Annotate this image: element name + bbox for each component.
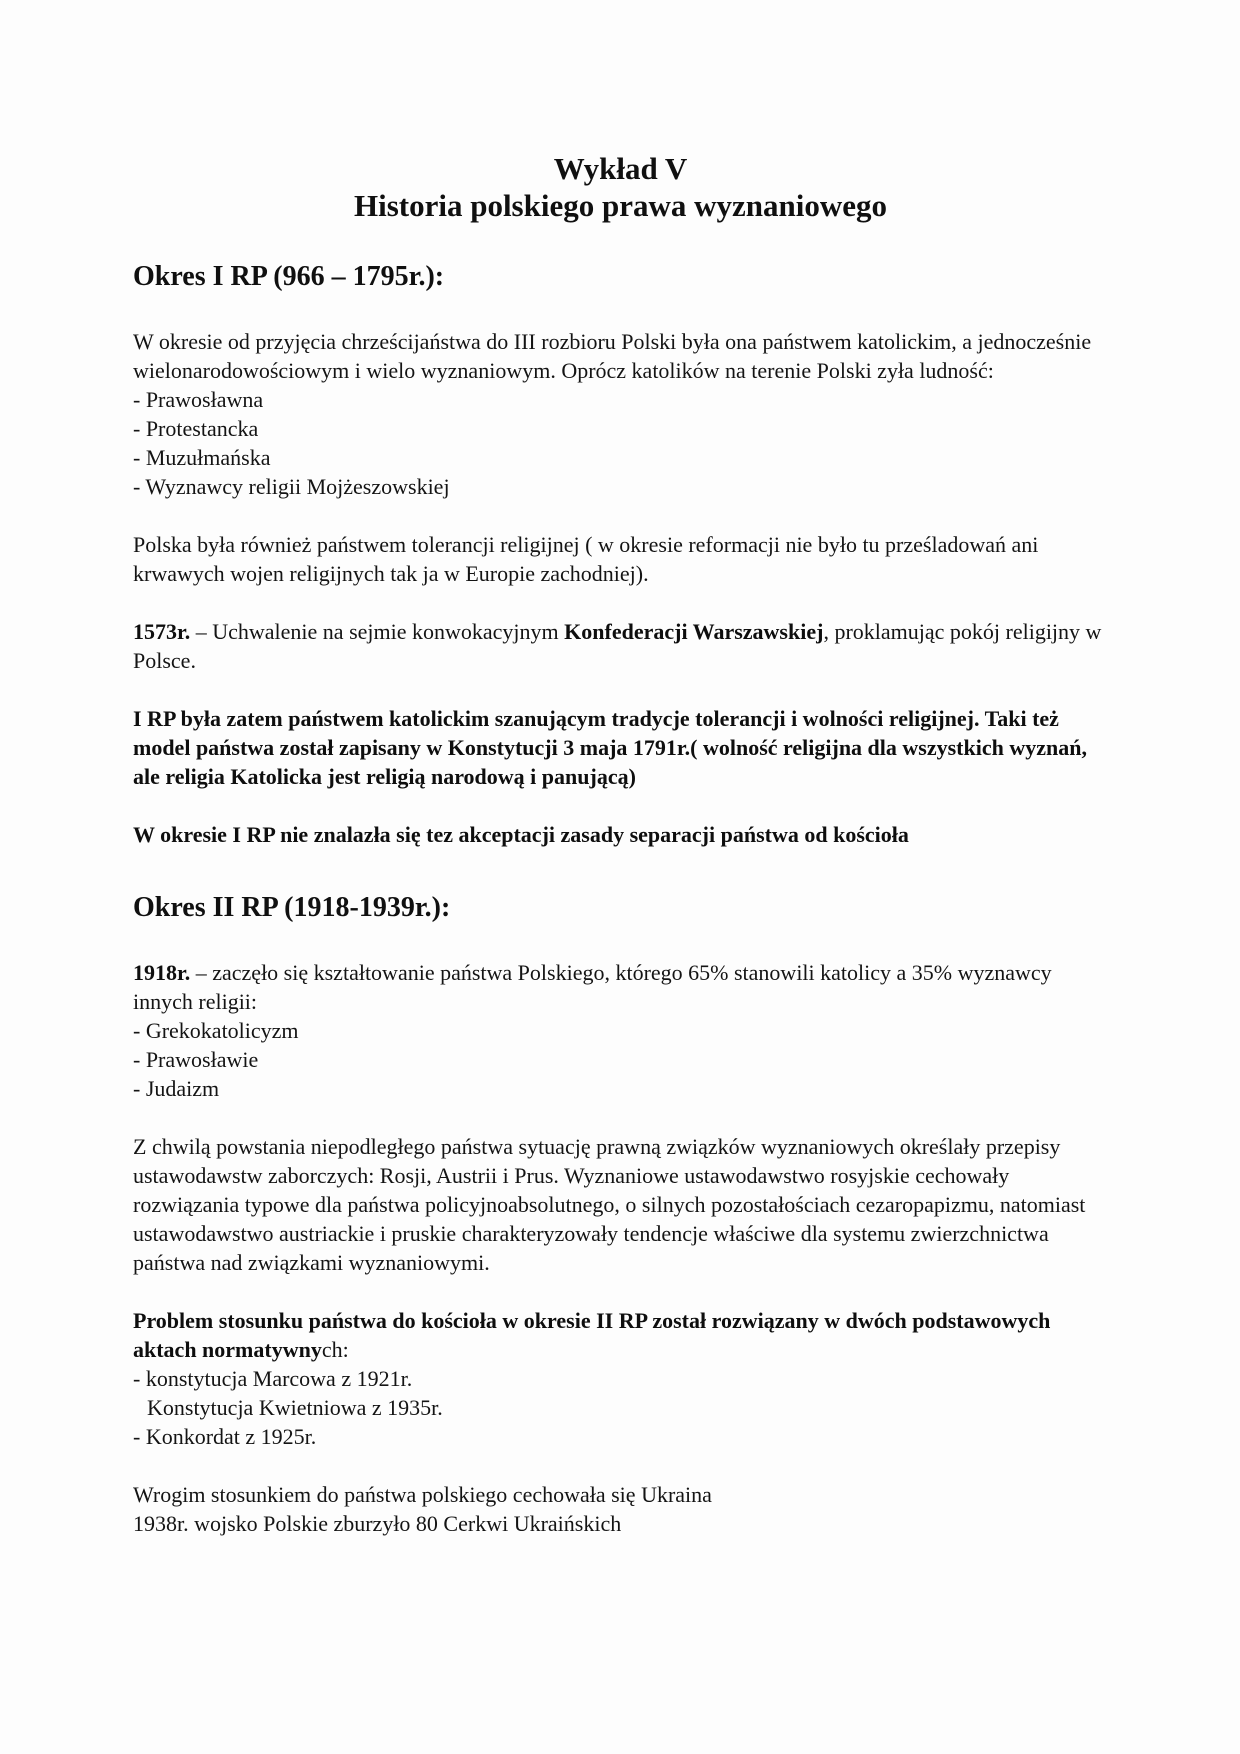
problem-bold-text: Problem stosunku państwa do kościoła w okresie II RP został rozwiązany w dwóch podstawowych aktach normatywny [133,1308,1051,1362]
ukraine-line-2: 1938r. wojsko Polskie zburzyło 80 Cerkwi Ukraińskich [133,1511,622,1536]
year-1918-label: 1918r. [133,960,191,985]
separation-paragraph: W okresie I RP nie znalazła się tez akceptacji zasady separacji państwa od kościoła [133,822,909,847]
religion-list-1-item: - Muzułmańska [133,445,271,470]
tolerance-paragraph: Polska była również państwem tolerancji religijnej ( w okresie reformacji nie było tu prześladowań ani krwawych wojen religijnych tak ja w Europie zachodniej). [133,532,1039,586]
section-1-summary-paragraph: I RP była zatem państwem katolickim szanującym tradycje tolerancji i wolności religijnej. Taki też model państwa został zapisany w Konstytucji 3 maja 1791r.( wolność religijna dla wszystkich wyznań, ale religia Katolicka jest religią narodową i panującą) [133,706,1087,789]
religion-list-1-item: - Wyznawcy religii Mojżeszowskiej [133,474,450,499]
section-1-heading: Okres I RP (966 – 1795r.): [133,261,445,292]
section-1-intro-paragraph: W okresie od przyjęcia chrześcijaństwa do III rozbioru Polski była ona państwem katolickim, a jednocześnie wielonarodowościowym i wielo wyznaniowym. Oprócz katolików na terenie Polski zyła ludność: [133,329,1092,383]
religion-list-2-item: - Prawosławie [133,1047,259,1072]
normative-act-item: - Konkordat z 1925r. [133,1424,317,1449]
ukraine-line-1: Wrogim stosunkiem do państwa polskiego cechowała się Ukraina [133,1482,712,1507]
year-1573-label: 1573r. [133,619,191,644]
confederation-text-mid: – Uchwalenie na sejmie konwokacyjnym [190,619,565,644]
problem-tail-text: ch: [321,1337,349,1362]
normative-act-item: Konstytucja Kwietniowa z 1935r. [147,1395,443,1420]
religion-list-1 [133,385,1108,501]
religion-list-2 [133,1016,1108,1103]
title-line-2: Historia polskiego prawa wyznaniowego [353,188,888,223]
ukraine-paragraph [133,1480,1108,1538]
title-line-1: Wykład V [553,151,688,186]
normative-acts-list [133,1364,1108,1451]
normative-act-item: - konstytucja Marcowa z 1921r. [133,1366,413,1391]
paragraph-1918-text: – zaczęło się kształtowanie państwa Polskiego, którego 65% stanowili katolicy a 35% wyznawcy innych religii: [133,960,1052,1014]
religion-list-1-item: - Prawosławna [133,387,264,412]
paragraph-1918 [133,958,1108,1016]
religion-list-1-item: - Protestancka [133,416,259,441]
religion-list-2-item: - Judaizm [133,1076,220,1101]
partitions-paragraph: Z chwilą powstania niepodległego państwa sytuację prawną związków wyznaniowych określały przepisy ustawodawstw zaborczych: Rosji, Austrii i Prus. Wyznaniowe ustawodawstwo rosyjskie cechowały rozwiązania typowe dla państwa policyjnoabsolutnego, o silnych pozostałościach cezaropapizmu, natomiast ustawodawstwo austriackie i pruskie charakteryzowały tendencje właściwe dla systemu zwierzchnictwa państwa nad związkami wyznaniowymi. [133,1134,1086,1275]
document-title [133,150,1108,224]
religion-list-2-item: - Grekokatolicyzm [133,1018,299,1043]
confederation-text-tail: , proklamując pokój religijny w Polsce. [133,619,1102,673]
section-2-heading: Okres II RP (1918-1939r.): [133,892,451,923]
problem-paragraph [133,1306,1108,1364]
confederation-name: Konfederacji Warszawskiej [564,619,824,644]
confederation-paragraph [133,617,1108,675]
